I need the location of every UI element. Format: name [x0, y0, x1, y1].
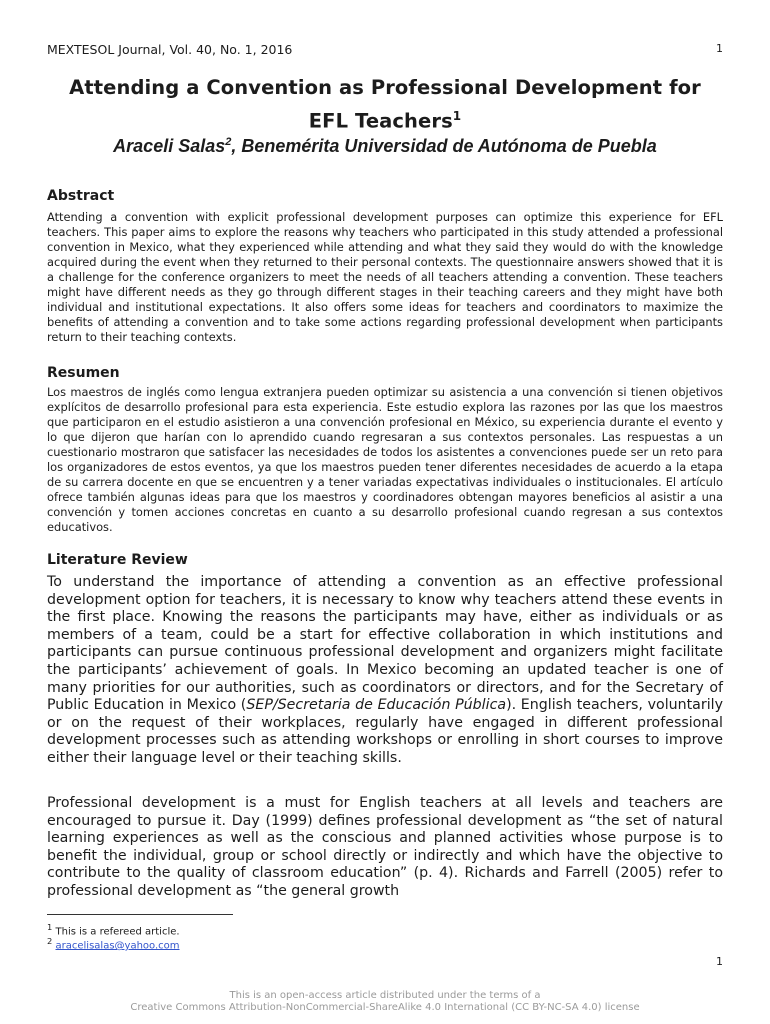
license-line-1: This is an open-access article distributed under the terms of a [229, 990, 541, 1001]
author-affiliation: , Benemérita Universidad de Autónoma de Puebla [231, 136, 657, 156]
header-page-number: 1 [716, 42, 723, 55]
running-header [47, 42, 723, 57]
author-name: Araceli Salas [113, 136, 226, 156]
footnote-1-text: This is a refereed article. [52, 926, 180, 938]
footnote-1-mark: 1 [47, 922, 53, 932]
title-line-2 [40, 102, 730, 136]
license-line-2: Creative Commons Attribution-NonCommercial-ShareAlike 4.0 International (CC BY-NC-SA 4.0) license [130, 1002, 640, 1013]
title-line-1: Attending a Convention as Professional Development for [69, 76, 701, 99]
footer-page-number: 1 [716, 955, 723, 968]
article-title [40, 74, 730, 136]
literature-review-paragraph-1 [47, 574, 723, 768]
abstract-heading: Abstract [47, 188, 115, 204]
abstract-text: Attending a convention with explicit professional development purposes can optimize this experience for EFL teachers. This paper aims to explore the reasons why teachers who participated in this study attended a professional convention in Mexico, what they experienced while attending and what they said they would do with the knowledge acquired during the event when they returned to their personal contexts. The questionnaire answers showed that it is a challenge for the conference organizers to meet the needs of all teachers attending a convention. These teachers might have different needs as they go through different stages in their teaching careers and they might have both individual and institutional expectations. It also offers some ideas for teachers and coordinators to maximize the benefits of attending a convention and to take some actions regarding professional development when participants return to their teaching contexts. [47, 210, 723, 344]
title-footnote-mark[interactable]: 1 [452, 109, 462, 123]
journal-citation: MEXTESOL Journal, Vol. 40, No. 1, 2016 [47, 42, 293, 57]
title-line-2-text: EFL Teachers [308, 109, 453, 133]
sep-italic-term: SEP/Secretaria de Educación Pública [246, 697, 507, 714]
paragraph-1-part-a: To understand the importance of attending a convention as an effective professional development option for teachers, it is necessary to know why teachers attend these events in the first place. Knowing the reasons the participants may have, either as individuals or as members of a team, could be a start for effective collaboration in which institutions and participants can pursue continuous professional development and organizers might facilitate the participants’ achievement of goals. In Mexico becoming an updated teacher is one of many priorities for our authorities, such as coordinators or directors, and for the Secretary of Public Education in Mexico ( [47, 574, 723, 714]
resumen-text: Los maestros de inglés como lengua extranjera pueden optimizar su asistencia a una convención si tienen objetivos explícitos de desarrollo profesional para esta experiencia. Este estudio explora las razones por las que los maestros que participaron en el estudio asistieron a una convención profesional en México, su experiencia durante el evento y lo que dijeron que harían con lo aprendido cuando regresaran a sus contextos personales. Las respuestas a un cuestionario mostraron que satisfacer las necesidades de todos los asistentes a convenciones puede ser un reto para los organizadores de estos eventos, ya que los maestros pueden tener diferentes necesidades de acuerdo a la etapa de su carrera docente en que se encuentren y a tener variadas expectativas individuales o institucionales. El artículo ofrece también algunas ideas para que los maestros y coordinadores obtengan mayores beneficios al asistir a una convención y tomen acciones concretas en cuanto a su desarrollo profesional cuando regresan a sus contextos educativos. [47, 385, 723, 534]
author-footnote-mark[interactable]: 2 [225, 136, 232, 148]
author-email-link[interactable]: aracelisalas@yahoo.com [55, 940, 180, 952]
paragraph-1-part-b: ). English teachers, voluntarily or on the request of their workplaces, regularly have engaged in different professional development processes such as attending workshops or enrolling in short courses to improve either their language level or their teaching skills. [47, 697, 723, 766]
footnote-divider [47, 914, 233, 915]
footnote-2 [47, 936, 180, 951]
resumen-heading: Resumen [47, 365, 120, 381]
footnote-2-mark: 2 [47, 936, 53, 946]
author-line [40, 136, 730, 157]
literature-review-heading: Literature Review [47, 552, 188, 568]
literature-review-paragraph-2: Professional development is a must for English teachers at all levels and teachers are encouraged to pursue it. Day (1999) defines professional development as “the set of natural learning experiences as well as the conscious and planned activities whose purpose is to benefit the individual, group or school directly or indirectly and which have the objective to contribute to the quality of classroom education” (p. 4). Richards and Farrell (2005) refer to professional development as “the general growth [47, 795, 723, 899]
